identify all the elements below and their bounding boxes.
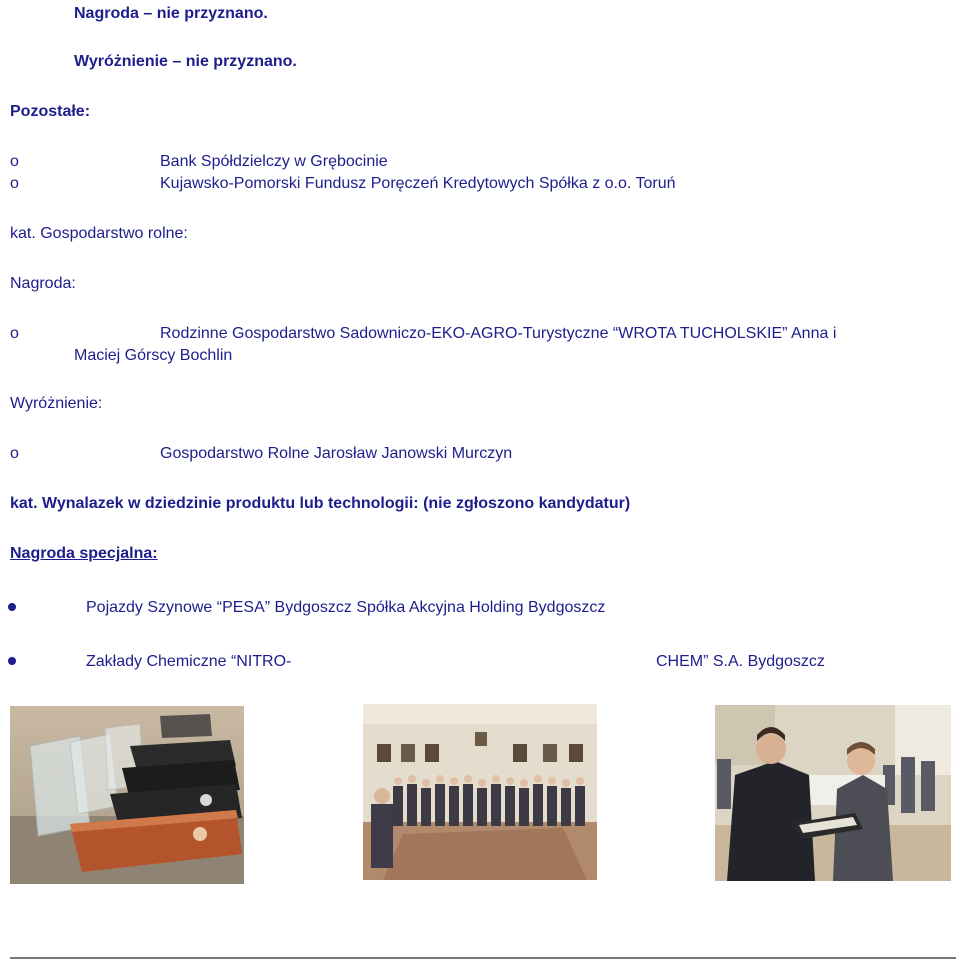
- list-item: Kujawsko-Pomorski Fundusz Poręczeń Kredytowych Spółka z o.o. Toruń: [160, 175, 676, 192]
- list-marker: o: [10, 175, 19, 192]
- awards-trophies-illustration: [10, 706, 244, 884]
- awards-trophies-photo: [10, 706, 244, 884]
- wynalazek-heading: kat. Wynalazek w dziedzinie produktu lub technologii: (nie zgłoszono kandydatur): [10, 495, 631, 512]
- award-handover-illustration: [715, 705, 951, 881]
- bottom-divider: [10, 957, 956, 959]
- list-item: Rodzinne Gospodarstwo Sadowniczo-EKO-AGRO-Turystyczne “WROTA TUCHOLSKIE” Anna i: [160, 325, 837, 342]
- wyroznienie-not-awarded: Wyróżnienie – nie przyznano.: [74, 53, 297, 70]
- nagroda-not-awarded: Nagroda – nie przyznano.: [74, 5, 268, 22]
- pozostale-heading: Pozostałe:: [10, 103, 91, 120]
- list-marker: o: [10, 445, 19, 462]
- list-item-continuation: Maciej Górscy Bochlin: [74, 347, 233, 364]
- list-item: Gospodarstwo Rolne Jarosław Janowski Murczyn: [160, 445, 513, 462]
- list-marker: o: [10, 325, 19, 342]
- gospodarstwo-heading: kat. Gospodarstwo rolne:: [10, 225, 188, 242]
- gospodarstwo-nagroda-heading: Nagroda:: [10, 275, 76, 292]
- ceremony-hall-photo: [363, 704, 597, 880]
- list-item: Zakłady Chemiczne “NITRO-: [86, 653, 292, 670]
- list-item-continuation: CHEM” S.A. Bydgoszcz: [656, 653, 825, 670]
- list-marker: o: [10, 153, 19, 170]
- bullet-icon: [8, 657, 16, 665]
- nagroda-specjalna-heading: Nagroda specjalna:: [10, 545, 158, 562]
- ceremony-hall-illustration: [363, 704, 597, 880]
- gospodarstwo-wyroznienie-heading: Wyróżnienie:: [10, 395, 103, 412]
- bullet-icon: [8, 603, 16, 611]
- list-item: Pojazdy Szynowe “PESA” Bydgoszcz Spółka Akcyjna Holding Bydgoszcz: [86, 599, 606, 616]
- list-item: Bank Spółdzielczy w Grębocinie: [160, 153, 388, 170]
- award-handover-photo: [715, 705, 951, 881]
